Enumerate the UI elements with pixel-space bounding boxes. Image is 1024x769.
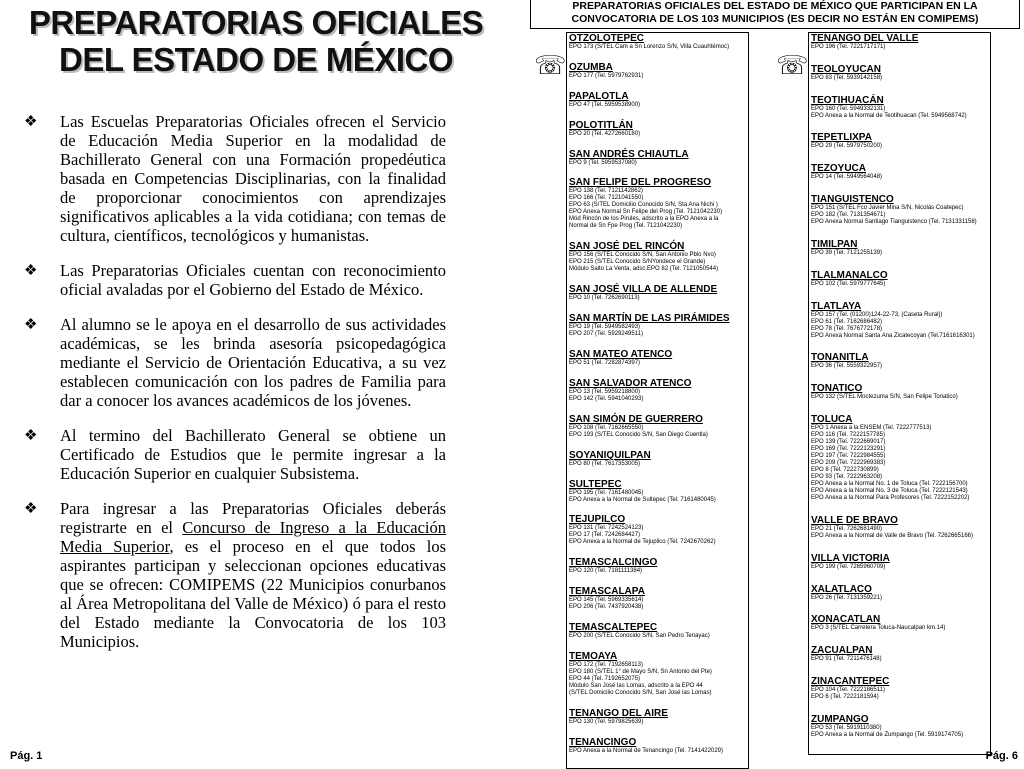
- municipality-entry: [811, 194, 990, 226]
- municipality-column-2: [808, 32, 991, 755]
- municipality-name: TENANGO DEL VALLE: [811, 33, 919, 44]
- school-detail: EPO 206 (Tel. 7437920438): [569, 604, 644, 611]
- municipality-name: SULTEPEC: [569, 478, 622, 490]
- municipality-entry: [811, 352, 990, 370]
- school-detail: EPO 138 (Tel. 7121142862): [569, 188, 643, 195]
- school-detail: EPO 139 (Tel. 7222669017): [811, 439, 886, 446]
- municipality-entry: [811, 270, 990, 288]
- municipality-entry: [811, 132, 990, 150]
- bullet-text-pre: Para ingresar a las Preparatorias Oficiales deberás registrarte en el: [60, 499, 446, 537]
- municipality-name: TEOTIHUACÁN: [811, 94, 884, 106]
- bullet-text: Las Escuelas Preparatorias Oficiales ofrecen el Servicio de Educación Media Superior en la modalidad de Bachillerato General con una Formación propedéutica basada en Competencias Disciplinarias, con la finalidad de proporcionar conocimientos con aprendizajes significativos aplicables a la vida cotidiana; con temas de cultura, científicos, tecnológicos y humanistas.: [60, 112, 446, 245]
- school-detail: EPO 166 (Tel. 7121041550): [569, 195, 644, 202]
- telephone-icon: ☏: [776, 50, 809, 80]
- school-detail: EPO Anexa a la Normal de Zumpango (Tel. 5919174705): [811, 731, 964, 738]
- school-detail: EPO 29 (Tel. 5979750200): [811, 143, 883, 150]
- banner-line-2: CONVOCATORIA DE LOS 103 MUNICIPIOS (ES DECIR NO ESTÁN EN COMIPEMS): [571, 13, 979, 25]
- school-detail: EPO 151 (S/TEL Fco Javier Mina S/N, Nicolás Coatepec): [811, 205, 964, 212]
- school-detail: EPO 80 (Tel. 7617353005): [569, 460, 641, 467]
- school-detail: EPO Anexa a la Normal de Teotihuacan (Tel. 5949568742): [811, 112, 967, 119]
- diamond-bullet-icon: ❖: [24, 428, 38, 444]
- school-detail: EPO 6 (Tel. 7222181594): [811, 694, 879, 701]
- municipality-name: XALATLACO: [811, 583, 872, 595]
- school-detail: EPO 63 (S/TEL Domicilio Conocido S/N, Sta Ana Nichi ): [569, 202, 718, 209]
- school-detail: EPO 14 (Tel. 5949564048): [811, 174, 883, 181]
- school-detail: EPO 1 Anexa a la ENSEM (Tel. 7222777513): [811, 425, 932, 432]
- school-detail: EPO 36 (Tel. 5559322957): [811, 363, 883, 370]
- school-detail: EPO 196 (Tel. 7221717171): [811, 44, 886, 50]
- school-detail: Mód Rincón de los Pirules, adscrito a la EPO Anexa a la: [569, 216, 719, 223]
- school-detail: EPO 102 (Tel. 5979777645): [811, 280, 886, 287]
- municipality-name: SAN FELIPE DEL PROGRESO: [569, 177, 712, 189]
- municipality-entry: [569, 514, 748, 546]
- bullet-item: [24, 426, 446, 483]
- school-detail: EPO 108 (Tel. 7162665550): [569, 424, 644, 431]
- municipality-entry: [569, 378, 748, 403]
- municipality-name: TONATICO: [811, 383, 863, 395]
- municipality-entry: [569, 120, 748, 138]
- school-detail: EPO Anexa Normal Santiago Tianguistenco (Tel. 7131331158): [811, 219, 977, 226]
- municipality-entry: [569, 149, 748, 167]
- school-detail: EPO 197 (Tel. 7222984555): [811, 453, 886, 460]
- municipality-column-1: [566, 32, 749, 769]
- municipality-name: TEMASCALCINGO: [569, 557, 658, 569]
- school-detail: EPO 160 (Tel. 5949332131): [811, 105, 886, 112]
- bullet-item: [24, 499, 446, 651]
- school-detail: EPO 215 (S/TEL Conocido S/NYondece el Grande): [569, 259, 706, 266]
- school-detail: EPO 120 (Tel. 7181111384): [569, 568, 643, 575]
- municipality-entry: [811, 64, 990, 82]
- bullet-text: Al alumno se le apoya en el desarrollo de sus actividades académicas, se les brinda asesoría psicopedagógica mediante el Servicio de Orientación Educativa, a su vez establecen comunicación con los padres de Familia para dar a conocer los avances académicos de los jóvenes.: [60, 315, 446, 410]
- school-detail: EPO 3 (S/TEL Carretera Toluca-Naucalpan km.14): [811, 625, 946, 632]
- diamond-bullet-icon: ❖: [24, 501, 38, 517]
- municipality-entry: [811, 553, 990, 571]
- municipality-entry: [811, 383, 990, 401]
- school-detail: EPO 61 (Tel. 7162686482): [811, 318, 883, 325]
- school-detail: EPO 104 (Tel. 7222186511): [811, 687, 885, 694]
- bullet-item: [24, 315, 446, 410]
- school-detail: EPO 195 (Tel. 7161480045): [569, 489, 644, 496]
- school-detail: EPO Anexa Normal Santa Ana Zicatecoyan (Tel.7161616301): [811, 332, 975, 339]
- school-detail: EPO 142 (Tel. 5941040293): [569, 395, 644, 402]
- municipality-entry: [569, 586, 748, 611]
- municipality-entry: [569, 479, 748, 504]
- municipality-entry: [569, 62, 748, 80]
- municipality-entry: [811, 239, 990, 257]
- school-detail: EPO Anexa a la Normal de Tenancingo (Tel. 7141422029): [569, 747, 723, 754]
- municipality-entry: [811, 584, 990, 602]
- diamond-bullet-icon: ❖: [24, 263, 38, 279]
- municipality-name: TLATLAYA: [811, 300, 862, 312]
- school-detail: EPO Anexa a la Normal de Tejupilco (Tel. 7242670262): [569, 539, 716, 546]
- school-detail: EPO 173 (S/TEL Cam a Sn Lorenzo S/N, Villa Cuauhtémoc): [569, 44, 730, 50]
- school-detail: EPO 39 (Tel. 7121255139): [811, 249, 883, 256]
- title-line-1: PREPARATORIAS OFICIALES: [28, 4, 484, 41]
- school-detail: EPO 132 (S/TEL Moctezuma S/N, San Felipe Tonatico): [811, 394, 958, 401]
- school-detail: EPO 182 (Tel. 7131354671): [811, 212, 886, 219]
- school-detail: EPO Anexa a la Normal No. 1 de Toluca (Tel. 7222156700): [811, 481, 968, 488]
- banner-line-1: PREPARATORIAS OFICIALES DEL ESTADO DE MÉXICO QUE PARTICIPAN EN LA: [572, 0, 978, 12]
- municipality-name: OZUMBA: [569, 61, 613, 73]
- school-detail: EPO Anexa Normal Sn Felipe del Prog (Tel. 7121042230): [569, 209, 723, 216]
- municipality-name: SAN JOSÉ DEL RINCÓN: [569, 241, 685, 253]
- school-detail: EPO 177 (Tel. 5979762931): [569, 72, 644, 79]
- municipality-name: OTZOLOTEPEC: [569, 33, 644, 44]
- school-detail: EPO 131 (Tel. 7242524123): [569, 525, 644, 532]
- bullet-item: [24, 261, 446, 299]
- school-detail: Módulo San José las Lomas, adscrito a la EPO 44: [569, 683, 703, 690]
- page-number-left: Pág. 1: [10, 750, 43, 762]
- municipality-entry: [811, 95, 990, 120]
- school-detail: EPO 20 (Tel. 4272660180): [569, 130, 641, 137]
- school-detail: EPO 156 (S/TEL Conocido S/N, San Antonio Pblo Nvo): [569, 252, 716, 259]
- municipality-name: TOLUCA: [811, 414, 853, 426]
- school-detail: Normal de Sn Fpe Prog (Tel. 7121042230): [569, 223, 683, 230]
- municipality-entry: [569, 241, 748, 273]
- municipality-name: TEOLOYUCAN: [811, 63, 881, 75]
- municipality-name: SAN MARTÍN DE LAS PIRÁMIDES: [569, 313, 730, 325]
- municipality-entry: [811, 301, 990, 340]
- municipality-entry: [569, 349, 748, 367]
- school-detail: EPO 91 (Tel. 7211476148): [811, 656, 882, 663]
- municipality-entry: [569, 622, 748, 640]
- school-detail: EPO 157 (Tel. (01200)124-22-73, (Caseta Rural)): [811, 311, 943, 318]
- diamond-bullet-icon: ❖: [24, 317, 38, 333]
- bullet-list: [24, 112, 446, 667]
- school-detail: Módulo Salto La Venta, adsc.EPO 82 (Tel. 7121050544): [569, 266, 719, 273]
- school-detail: EPO 53 (Tel. 5919110380): [811, 724, 882, 731]
- municipality-name: TIMILPAN: [811, 238, 858, 250]
- school-detail: EPO 44 (Tel. 7192652075): [569, 676, 641, 683]
- municipality-name: SAN SALVADOR ATENCO: [569, 377, 692, 389]
- municipality-name: SAN SIMÓN DE GUERRERO: [569, 413, 703, 425]
- school-detail: EPO 83 (Tel. 5939142158): [811, 74, 883, 81]
- municipality-entry: [569, 557, 748, 575]
- municipality-entry: [811, 33, 990, 51]
- school-detail: EPO Anexa a la Normal Para Profesores (Tel. 7222152202): [811, 495, 970, 502]
- municipality-name: TENANCINGO: [569, 736, 637, 748]
- school-detail: EPO Anexa a la Normal de Valle de Bravo (Tel. 7262665166): [811, 532, 973, 539]
- school-detail: EPO 78 (Tel. 7676772178): [811, 325, 883, 332]
- municipality-name: TEMASCALAPA: [569, 586, 645, 598]
- school-detail: EPO 8 (Tel. 7222730899): [811, 467, 879, 474]
- municipality-entry: [811, 163, 990, 181]
- school-detail: EPO 21 (Tel. 7262681490): [811, 525, 883, 532]
- municipality-entry: [811, 414, 990, 502]
- municipality-entry: [811, 645, 990, 663]
- school-detail: EPO 209 (Tel. 7222969383): [811, 460, 886, 467]
- municipality-entry: [569, 414, 748, 439]
- school-detail: EPO 200 (S/TEL Conocido S/N, San Pedro Tenayac): [569, 633, 710, 640]
- school-detail: (S/TEL Domicilio Conocido S/N, San José las Lomas): [569, 690, 712, 697]
- page-number-right: Pág. 6: [985, 750, 1018, 762]
- school-detail: EPO 10 (Tel. 7262690113): [569, 295, 640, 302]
- municipality-name: SAN ANDRÉS CHIAUTLA: [569, 148, 689, 160]
- municipality-entry: [569, 284, 748, 302]
- municipality-name: VILLA VICTORIA: [811, 552, 890, 564]
- municipality-name: SOYANIQUILPAN: [569, 449, 651, 461]
- list-banner: [530, 0, 1020, 29]
- school-detail: EPO 169 (Tel. 7222123291): [811, 446, 886, 453]
- municipality-name: PAPALOTLA: [569, 90, 629, 102]
- municipality-name: ZUMPANGO: [811, 713, 869, 725]
- bullet-text: Las Preparatorias Oficiales cuentan con reconocimiento oficial avaladas por el Gobierno del Estado de México.: [60, 261, 446, 299]
- right-page: [512, 0, 1024, 768]
- municipality-name: TEPETLIXPA: [811, 132, 872, 144]
- school-detail: EPO 13 (Tel. 5959218800): [569, 388, 641, 395]
- municipality-entry: [811, 676, 990, 701]
- diamond-bullet-icon: ❖: [24, 114, 38, 130]
- school-detail: EPO 26 (Tel. 7131359221): [811, 594, 883, 601]
- municipality-entry: [569, 177, 748, 230]
- municipality-entry: [569, 737, 748, 755]
- municipality-name: ZACUALPAN: [811, 645, 873, 657]
- school-detail: EPO 116 (Tel. 7222157785): [811, 432, 885, 439]
- school-detail: EPO 130 (Tel. 5979825639): [569, 718, 644, 725]
- municipality-name: POLOTITLÁN: [569, 119, 633, 131]
- municipality-name: TEZOYUCA: [811, 163, 866, 175]
- school-detail: EPO 19 (Tel. 5949582493): [569, 324, 641, 331]
- municipality-entry: [811, 614, 990, 632]
- school-detail: EPO 47 (Tel. 5959538900): [569, 101, 641, 108]
- municipality-name: TEMOAYA: [569, 651, 618, 663]
- school-detail: EPO 145 (Tel. 5969335614): [569, 597, 644, 604]
- bullet-text: Al termino del Bachillerato General se obtiene un Certificado de Estudios que le permite ingresar a la Educación Superior en cualquier Subsistema.: [60, 426, 446, 483]
- school-detail: EPO Anexa a la Normal de Sultepec (Tel. 7161480045): [569, 496, 716, 503]
- municipality-name: VALLE DE BRAVO: [811, 514, 898, 526]
- municipality-entry: [569, 313, 748, 338]
- municipality-name: TIANGUISTENCO: [811, 194, 894, 206]
- school-detail: EPO 9 (Tel. 5959537080): [569, 159, 637, 166]
- school-detail: EPO 17 (Tel. 7242684427): [569, 532, 641, 539]
- page-title: [0, 4, 512, 78]
- municipality-name: SAN JOSÉ VILLA DE ALLENDE: [569, 284, 718, 296]
- school-detail: EPO 180 (S/TEL 1° de Mayo S/N, Sn Antonio del Pte): [569, 669, 712, 676]
- municipality-name: TONANITLA: [811, 352, 869, 364]
- municipality-entry: [569, 450, 748, 468]
- bullet-item: [24, 112, 446, 245]
- school-detail: EPO 93 (Tel. 7222963208): [811, 474, 883, 481]
- title-line-2: DEL ESTADO DE MÉXICO: [59, 41, 453, 78]
- municipality-entry: [811, 515, 990, 540]
- municipality-name: XONACATLAN: [811, 614, 881, 626]
- left-page: [0, 0, 512, 768]
- school-detail: EPO Anexa a la Normal No. 3 de Toluca (Tel. 7222121543): [811, 488, 968, 495]
- school-detail: EPO 172 (Tel. 7192658113): [569, 662, 643, 669]
- school-detail: EPO 199 (Tel. 7265960709): [811, 563, 886, 570]
- municipality-name: TLALMANALCO: [811, 269, 888, 281]
- municipality-entry: [811, 714, 990, 739]
- contest-link[interactable]: Concurso de Ingreso a la Educación Media Superior: [60, 518, 447, 556]
- school-detail: EPO 193 (S/TEL Conocido S/N, San Diego Cuentla): [569, 431, 708, 438]
- municipality-entry: [569, 708, 748, 726]
- municipality-entry: [569, 651, 748, 697]
- municipality-entry: [569, 33, 748, 51]
- school-detail: EPO 51 (Tel. 7282874397): [569, 360, 641, 367]
- municipality-name: TEJUPILCO: [569, 514, 626, 526]
- municipality-name: SAN MATEO ATENCO: [569, 349, 673, 361]
- municipality-entry: [569, 91, 748, 109]
- telephone-icon: ☏: [534, 50, 567, 80]
- municipality-name: TENANGO DEL AIRE: [569, 707, 668, 719]
- bullet-text-post: , es el proceso en el que todos los aspirantes participan y seleccionan opciones educativas que se ofrecen: COMIPEMS (22 Municipios conurbanos al Área Metropolitana del Valle de México) ó para el resto del Estado mediante la Convocatoria de los 103 Municipios.: [60, 537, 446, 651]
- municipality-name: TEMASCALTEPEC: [569, 622, 658, 634]
- municipality-name: ZINACANTEPEC: [811, 676, 890, 688]
- school-detail: EPO 207 (Tel. 5929249511): [569, 331, 643, 338]
